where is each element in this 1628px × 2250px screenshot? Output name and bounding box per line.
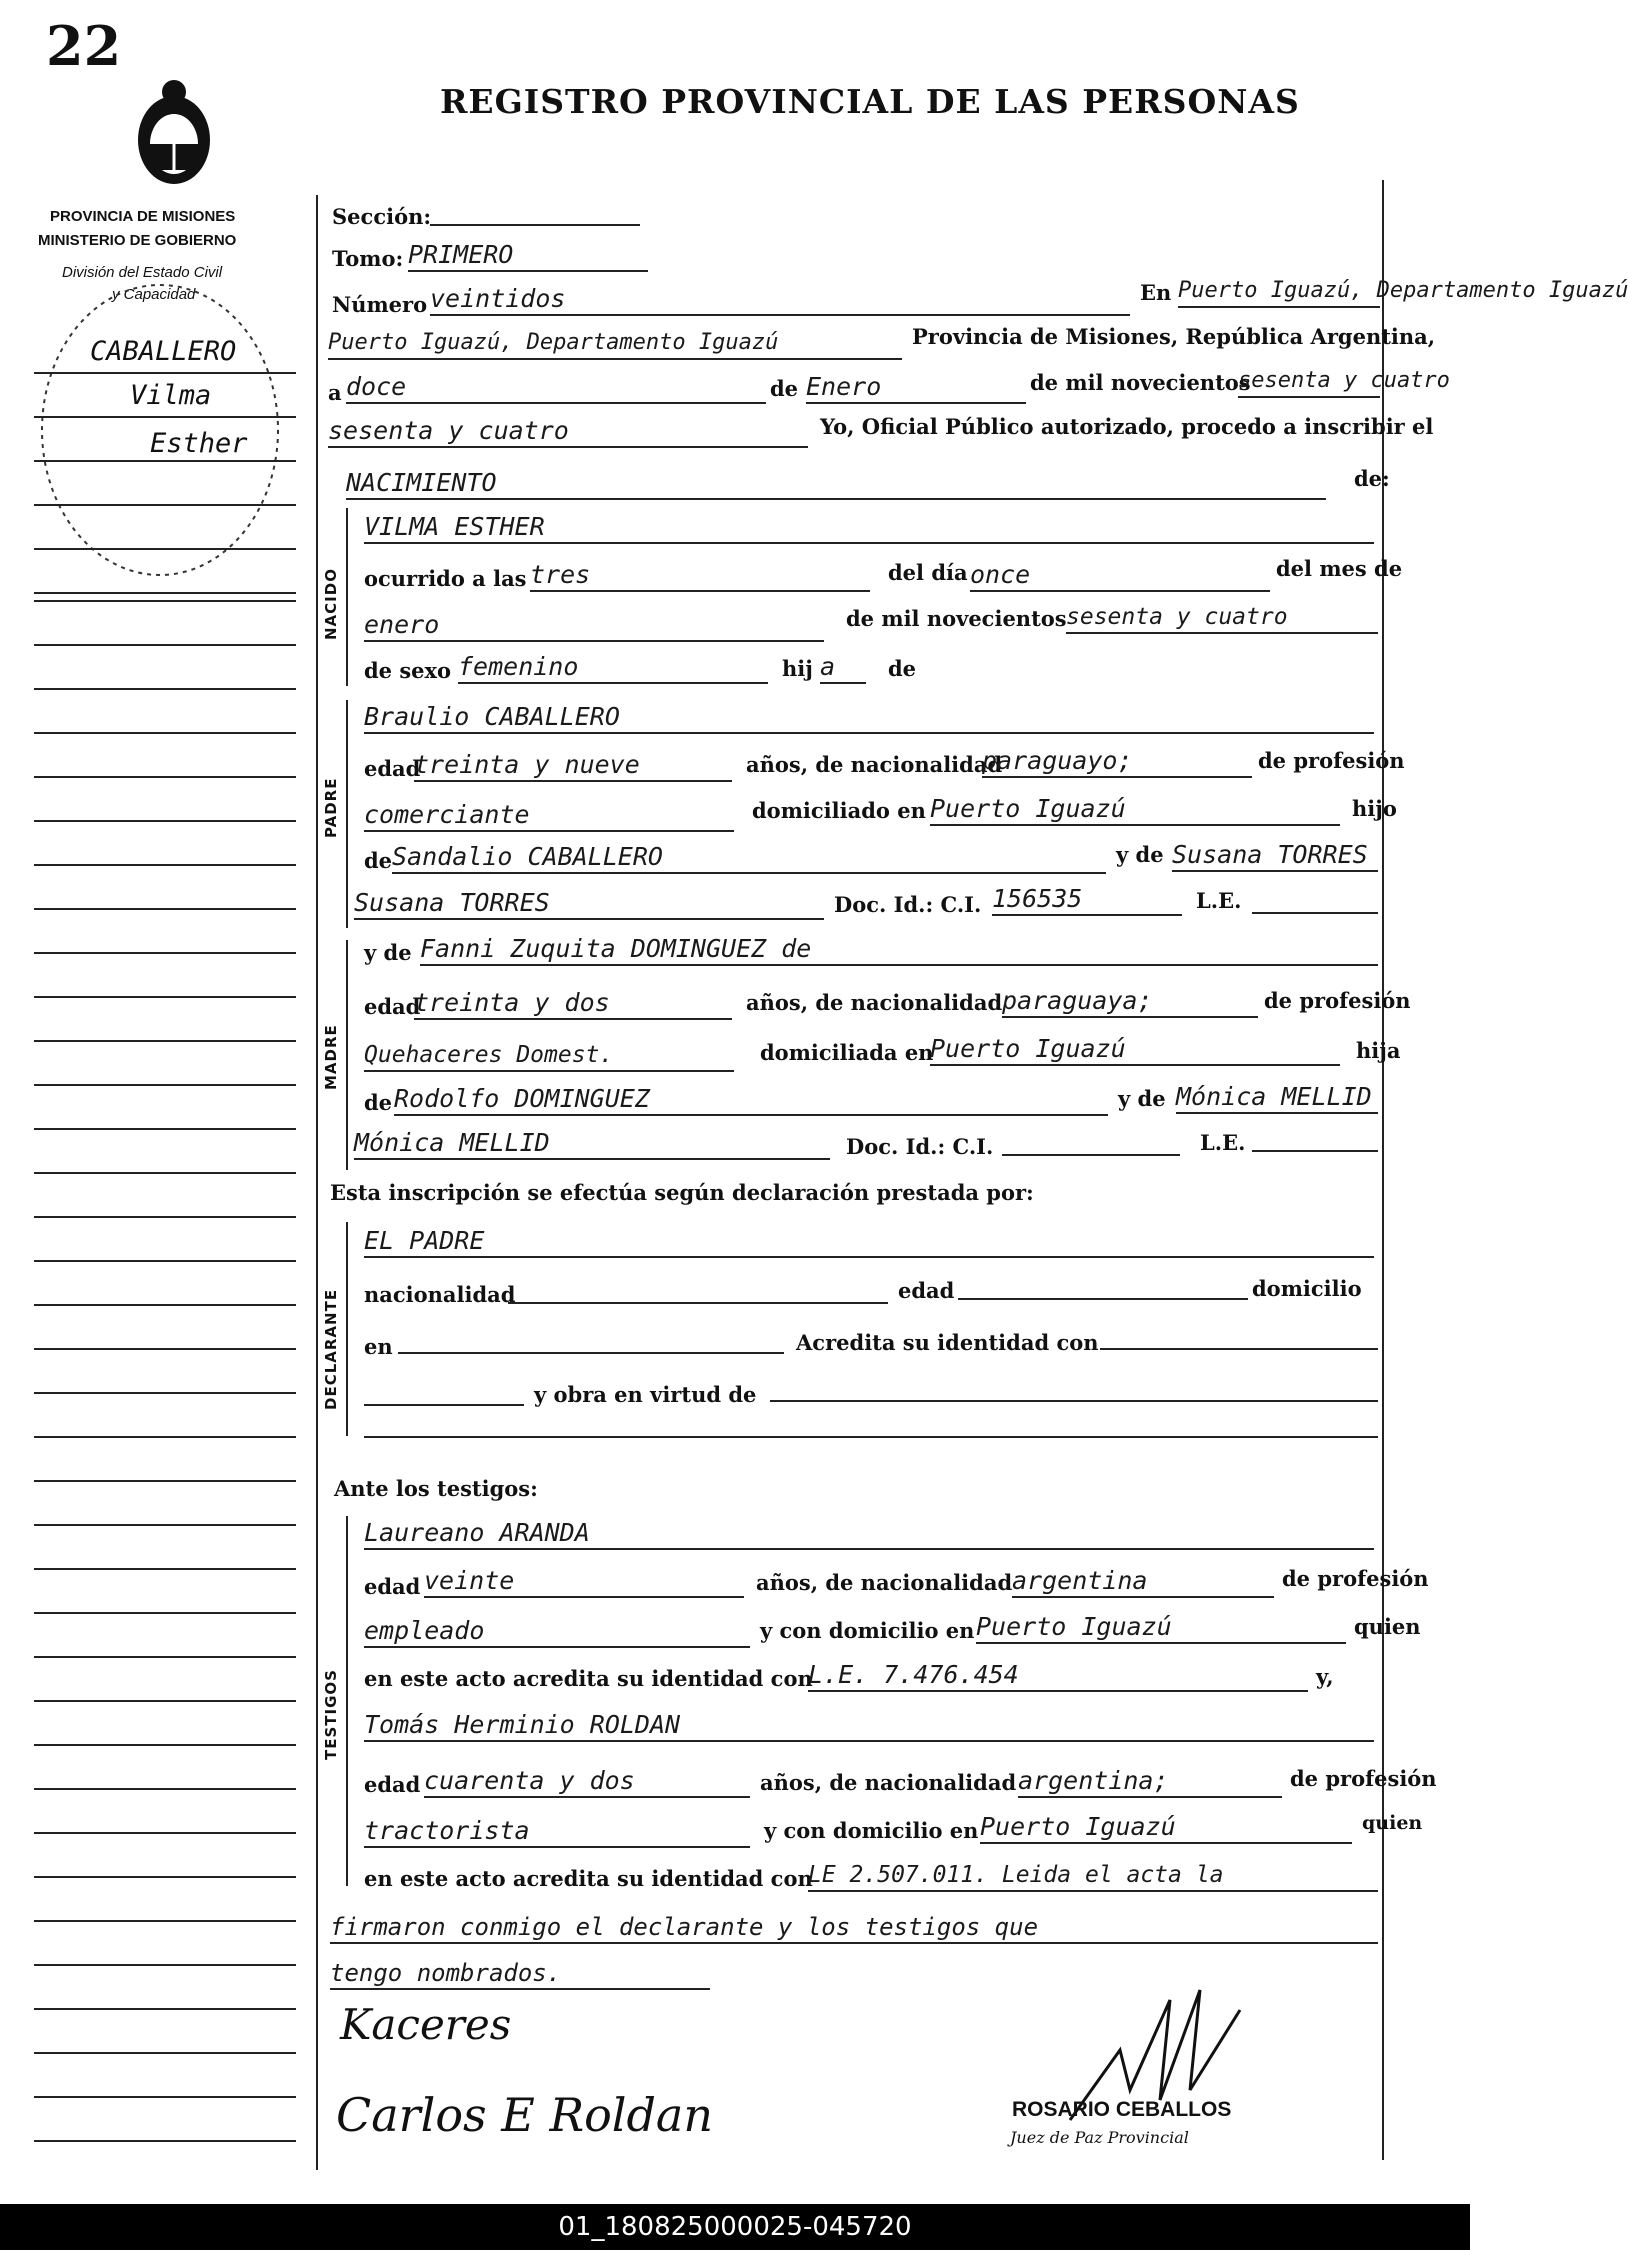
declarante-obra-line-2 [770,1400,1378,1402]
padre-prof-label: de profesión [1258,748,1405,773]
margin-rule [34,1832,296,1834]
day-value: doce [346,372,766,404]
testigo2-edad: cuarenta y dos [424,1766,750,1798]
testigo2-doc: LE 2.507.011. Leida el acta la [808,1860,1378,1892]
padre-madre: Susana TORRES [1172,840,1378,872]
testigo2-quien-label: quien [1362,1812,1423,1834]
madre-prof-label: de profesión [1264,988,1411,1013]
madre-edad: treinta y dos [414,988,732,1020]
declarante-en-line [398,1352,784,1354]
declarante-nac-label: nacionalidad [364,1282,516,1307]
testigo1-nacionalidad: argentina [1012,1566,1274,1598]
madre-madre-cont: Mónica MELLID [354,1128,830,1160]
place-value: Puerto Iguazú, Departamento Iguazú [328,328,902,360]
madre-madre: Mónica MELLID [1176,1082,1378,1114]
page-title: REGISTRO PROVINCIAL DE LAS PERSONAS [440,82,1300,121]
closing-line-2: tengo nombrados. [330,1958,710,1990]
margin-rule [34,592,296,594]
nacido-name: VILMA ESTHER [364,512,1374,544]
testigo1-domicilio: Puerto Iguazú [976,1612,1346,1644]
madre-nacionalidad: paraguaya; [1002,986,1258,1018]
margin-rule [34,732,296,734]
de-end-label: de: [1354,466,1390,491]
madre-le-line [1252,1150,1378,1152]
testigo1-quien-label: quien [1354,1614,1421,1639]
padre-doc: 156535 [992,884,1182,916]
testigo2-profesion: tractorista [364,1816,750,1848]
margin-rule [34,1656,296,1658]
seccion-field-line [430,224,640,226]
signature-2: Carlos E Roldan [336,2088,713,2142]
testigo2-nacionalidad: argentina; [1018,1766,1282,1798]
madre-doc-line [1002,1154,1180,1156]
margin-rule [34,952,296,954]
testigos-section-label: TESTIGOS [322,1669,340,1760]
en-label: En [1140,280,1172,305]
margin-divider [316,195,318,2170]
hija-label: hij [782,656,813,681]
numero-label: Número [332,292,428,317]
madre-edad-label: edad [364,994,421,1019]
testigo2-prof-label: de profesión [1290,1766,1437,1791]
margin-rule [34,864,296,866]
padre-domicilio: Puerto Iguazú [930,794,1340,826]
dia-label: del día [888,560,968,585]
hija-suffix: a [820,652,866,684]
margin-rule [34,2140,296,2142]
nacido-divider [346,508,348,686]
madre-de-label: de [364,1090,393,1115]
testigo2-dom-label: y con domicilio en [764,1818,979,1843]
margin-rule [34,1128,296,1130]
ocurrido-label: ocurrido a las [364,566,527,591]
declarante-dom-label: domicilio [1252,1276,1362,1301]
agency-line-1: PROVINCIA DE MISIONES [50,208,236,225]
margin-rule [34,548,296,550]
margin-rule [34,504,296,506]
margin-rule [34,820,296,822]
signature-1: Kaceres [340,2000,512,2049]
declarante-acredita-label: Acredita su identidad con [796,1330,1099,1355]
nacido-section-label: NACIDO [322,568,340,640]
declarante-obra-line-1 [364,1404,524,1406]
dia-value: once [970,560,1270,592]
declaracion-text: Esta inscripción se efectúa según declaración prestada por: [330,1180,1034,1205]
margin-rule [34,1568,296,1570]
madre-profesion: Quehaceres Domest. [364,1040,734,1072]
testigo1-prof-label: de profesión [1282,1566,1429,1591]
testigo2-nac-label: años, de nacionalidad [760,1770,1017,1795]
testigo1-acredita-label: en este acto acredita su identidad con [364,1666,813,1691]
margin-rule [34,1700,296,1702]
madre-le-label: L.E. [1200,1130,1246,1155]
oficial-cargo: Juez de Paz Provincial [1010,2128,1189,2147]
page-number: 22 [46,14,122,78]
hora-value: tres [530,560,870,592]
testigo2-edad-label: edad [364,1772,421,1797]
margin-rule [34,1480,296,1482]
sexo-label: de sexo [364,658,452,683]
closing-line-1: firmaron conmigo el declarante y los testigos que [330,1912,1378,1944]
sexo-value: femenino [458,652,768,684]
testigo1-edad-label: edad [364,1574,421,1599]
padre-name: Braulio CABALLERO [364,702,1374,734]
testigo1-edad: veinte [424,1566,744,1598]
testigo1-doc: L.E. 7.476.454 [808,1660,1308,1692]
numero-value: veintidos [430,284,1130,316]
madre-yde: y de [364,940,412,965]
coat-of-arms-icon [128,74,220,192]
testigo2-name: Tomás Herminio ROLDAN [364,1710,1374,1742]
padre-divider [346,700,348,928]
place-start: Puerto Iguazú, Departamento Iguazú [1178,276,1380,308]
margin-name-2: Esther [150,428,248,459]
tomo-value: PRIMERO [408,240,648,272]
padre-madre-cont: Susana TORRES [354,888,824,920]
madre-nac-label: años, de nacionalidad [746,990,1003,1015]
a-label: a [328,380,342,405]
padre-padre: Sandalio CABALLERO [392,842,1106,874]
margin-rule [34,996,296,998]
anio-value: sesenta y cuatro [1066,602,1378,634]
padre-section-label: PADRE [322,777,340,838]
margin-rule [34,1788,296,1790]
testigo2-acredita-label: en este acto acredita su identidad con [364,1866,813,1891]
margin-name-1: Vilma [130,380,212,411]
de-label: de [770,376,799,401]
margin-rule [34,372,296,374]
margin-rule [34,644,296,646]
declarante-divider [346,1222,348,1436]
padre-nac-label: años, de nacionalidad [746,752,1003,777]
madre-hija-label: hija [1356,1038,1401,1063]
madre-domicilio: Puerto Iguazú [930,1034,1340,1066]
margin-rule [34,1964,296,1966]
margin-rule [34,1612,296,1614]
nacido-de-label: de [888,656,917,681]
margin-rule [34,1392,296,1394]
margin-rule [34,2052,296,2054]
margin-rule [34,1216,296,1218]
testigos-divider [346,1516,348,1886]
madre-doc-label: Doc. Id.: C.I. [846,1134,994,1159]
declarante-edad-label: edad [898,1278,955,1303]
provincia-text: Provincia de Misiones, República Argentina, [912,324,1436,349]
declarante-section-label: DECLARANTE [322,1288,340,1410]
margin-surname: CABALLERO [90,336,237,367]
padre-edad-label: edad [364,756,421,781]
tomo-label: Tomo: [332,246,404,271]
acto-value: NACIMIENTO [346,468,1326,500]
margin-rule [34,1920,296,1922]
testigo1-profesion: empleado [364,1616,750,1648]
declarante-nac-line [508,1302,888,1304]
mes-label: del mes de [1276,556,1403,581]
margin-rule [34,688,296,690]
margin-rule [34,1436,296,1438]
testigo1-dom-label: y con domicilio en [760,1618,975,1643]
madre-padre: Rodolfo DOMINGUEZ [394,1084,1108,1116]
padre-le-line [1252,912,1378,914]
mes-value: enero [364,610,824,642]
madre-dom-label: domiciliada en [760,1040,934,1065]
oficial-name: ROSARIO CEBALLOS [1012,2098,1232,2121]
declarante-bottom-line [364,1436,1378,1438]
agency-line-4: y Capacidad [112,286,196,303]
testigo2-domicilio: Puerto Iguazú [980,1812,1352,1844]
padre-nacionalidad: paraguayo; [982,746,1252,778]
padre-dom-label: domiciliado en [752,798,926,823]
month-value: Enero [806,372,1026,404]
margin-rule [34,1040,296,1042]
margin-rule [34,2096,296,2098]
agency-line-3: División del Estado Civil [62,264,223,281]
margin-rule [34,776,296,778]
year-continued: sesenta y cuatro [328,416,808,448]
agency-line-2: MINISTERIO DE GOBIERNO [38,232,237,249]
testigo1-nac-label: años, de nacionalidad [756,1570,1013,1595]
madre-divider [346,940,348,1170]
padre-de-label: de [364,848,393,873]
margin-rule [34,416,296,418]
testigos-text: Ante los testigos: [334,1476,538,1501]
oficial-text: Yo, Oficial Público autorizado, procedo a inscribir el [820,414,1434,439]
declarante-acredita-line [1100,1348,1378,1350]
declarante-en-label: en [364,1334,393,1359]
padre-hijo-label: hijo [1352,796,1397,821]
margin-rule [34,1172,296,1174]
margin-rule [34,1084,296,1086]
declarante-edad-line [958,1298,1248,1300]
footer-id: 01_180825000025-045720 [0,2204,1470,2250]
margin-rule [34,2008,296,2010]
year-label: de mil novecientos [1030,370,1251,395]
margin-rule [34,908,296,910]
padre-edad: treinta y nueve [414,750,732,782]
testigo1-name: Laureano ARANDA [364,1518,1374,1550]
margin-rule [34,1744,296,1746]
margin-rule [34,600,296,602]
margin-rule [34,1876,296,1878]
margin-rule [34,1524,296,1526]
madre-yde-label: y de [1118,1086,1166,1111]
testigo1-y-label: y, [1316,1664,1334,1689]
madre-section-label: MADRE [322,1024,340,1090]
declarante-obra-label: y obra en virtud de [534,1382,757,1407]
margin-rule [34,460,296,462]
anio-label: de mil novecientos [846,606,1067,631]
margin-rule [34,1304,296,1306]
seccion-label: Sección: [332,204,432,229]
padre-yde-label: y de [1116,842,1164,867]
margin-rule [34,1348,296,1350]
padre-profesion: comerciante [364,800,734,832]
padre-doc-label: Doc. Id.: C.I. [834,892,982,917]
declarante-name: EL PADRE [364,1226,1374,1258]
padre-le-label: L.E. [1196,888,1242,913]
margin-rule [34,1260,296,1262]
year-value: sesenta y cuatro [1238,366,1380,398]
madre-name: Fanni Zuquita DOMINGUEZ de [420,934,1378,966]
